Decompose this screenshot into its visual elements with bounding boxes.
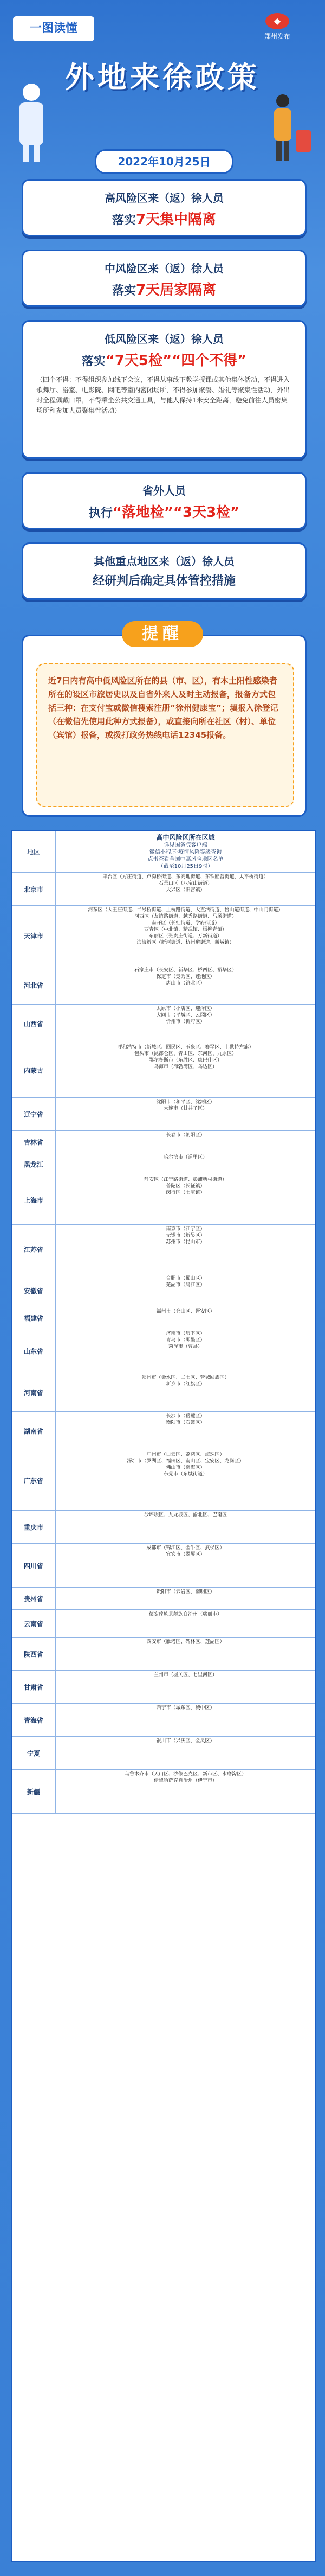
region-cell: 新疆: [12, 1770, 56, 1813]
table-row: [12, 1638, 315, 1671]
table-row: [12, 1544, 315, 1588]
areas-cell: 河东区（大王庄街道、二号桥街道、上杭路街道、大直沽街道、鲁山道街道、中山门街道） 河西区（友谊路街道、越秀路街道、马场街道） 南开区（长虹街道、学府街道） 西青区（中北镇、精武镇、杨柳青镇） 东丽区（张贵庄街道、万新街道） 滨海新区（新河街道、杭州道街道、新城镇）: [88, 907, 283, 945]
header-line: 详见国务院客户端: [164, 842, 207, 848]
card-prefix: 执行: [88, 507, 113, 520]
region-cell: 辽宁省: [12, 1098, 56, 1130]
card-line1: 中风险区来（返）徐人员: [105, 262, 224, 275]
reminder-text: 近7日内有高中低风险区所在的县（市、区），有本土阳性感染者所在的设区市旅居史以及自省外来人及时主动报备，报备方式包括三种：在支付宝或微信搜索注册“徐州健康宝”；填报入徐登记（在微信先使用此种方式报备），或直接向所在社区（村）、单位（宾馆）报备，或拨打政务热线电话12345报备。: [48, 676, 278, 740]
table-row: [12, 1671, 315, 1704]
region-cell: 河南省: [12, 1373, 56, 1411]
table-row: [12, 906, 315, 966]
table-row: [12, 1175, 315, 1225]
table-row: [12, 1005, 315, 1043]
region-cell: 上海市: [12, 1175, 56, 1224]
region-cell: 青海省: [12, 1704, 56, 1736]
card-line2: [23, 208, 305, 228]
card-prefix: 落实: [112, 284, 136, 298]
areas-cell: 西安市（雁塔区、碑林区、莲湖区）: [146, 1639, 225, 1645]
logo-icon: ◆: [265, 13, 289, 29]
areas-cell: 哈尔滨市（道里区）: [163, 1155, 207, 1160]
region-cell: 云南省: [12, 1610, 56, 1637]
table-row: [12, 1274, 315, 1307]
areas-cell: 贵阳市（云岩区、南明区）: [156, 1589, 215, 1595]
areas-cell: 兰州市（城关区、七里河区）: [153, 1672, 217, 1678]
policy-card-low: [22, 320, 307, 459]
region-cell: 山东省: [12, 1329, 56, 1373]
column-header-areas: [56, 831, 315, 872]
table-row: [12, 1098, 315, 1131]
region-cell: 福建省: [12, 1307, 56, 1329]
policy-card-out-of-province: [22, 472, 307, 529]
card-line1: 高风险区来（返）徐人员: [105, 191, 224, 204]
card-highlight: 7天集中隔离: [135, 212, 217, 228]
region-cell: 安徽省: [12, 1274, 56, 1307]
card-line1: 低风险区来（返）徐人员: [105, 333, 224, 346]
areas-cell: 德宏傣族景颇族自治州（瑞丽市）: [148, 1612, 222, 1617]
region-cell: 河北省: [12, 966, 56, 1004]
table-row: [12, 1450, 315, 1511]
areas-cell: 沙坪坝区、九龙坡区、渝北区、巴南区: [144, 1512, 227, 1518]
areas-cell: 济南市（历下区） 青岛市（即墨区） 菏泽市（曹县）: [166, 1331, 205, 1350]
policy-card-key-areas: [22, 542, 307, 600]
card-highlight: “落地检”“3天3检”: [112, 504, 240, 521]
region-cell: 内蒙古: [12, 1043, 56, 1097]
header-line: （截至10月25日9时）: [158, 864, 213, 870]
region-cell: 北京市: [12, 873, 56, 905]
card-line2: [23, 501, 305, 521]
areas-cell: 南京市（江宁区） 无锡市（新吴区） 苏州市（昆山市）: [166, 1226, 205, 1245]
logo-text: 郑州发布: [264, 33, 290, 40]
areas-cell: 太原市（小店区、迎泽区） 大同市（平城区、云冈区） 忻州市（忻府区）: [156, 1006, 215, 1025]
areas-cell: 石家庄市（长安区、新华区、桥西区、裕华区） 保定市（竞秀区、莲池区） 唐山市（路北区）: [134, 968, 237, 986]
region-cell: 陕西省: [12, 1638, 56, 1670]
card-line1: 省外人员: [142, 484, 186, 497]
reminder-title: 提醒: [122, 621, 203, 647]
policy-card-medium: [22, 250, 307, 307]
card-prefix: 落实: [112, 214, 136, 227]
region-cell: 天津市: [12, 906, 56, 966]
region-cell: 吉林省: [12, 1131, 56, 1153]
areas-cell: 沈阳市（和平区、沈河区） 大连市（甘井子区）: [156, 1100, 215, 1111]
page-title: 外地来徐政策: [65, 60, 260, 94]
table-row: [12, 1373, 315, 1412]
region-cell: 贵州省: [12, 1588, 56, 1609]
table-row: [12, 1511, 315, 1544]
reminder-box: [36, 663, 294, 807]
risk-area-table: [11, 830, 316, 2562]
region-cell: 湖南省: [12, 1412, 56, 1450]
areas-cell: 丰台区（方庄街道、卢沟桥街道、东高地街道、东铁匠营街道、太平桥街道） 石景山区（八宝山街道） 大兴区（旧宫镇）: [102, 874, 269, 893]
table-row: [12, 1737, 315, 1770]
table-row: [12, 1043, 315, 1098]
table-row: [12, 1770, 315, 1814]
header: [0, 0, 325, 168]
reminder-panel: [22, 635, 307, 817]
table-row: [12, 1588, 315, 1610]
header-line: 微信小程序·疫情风险等级查询: [149, 849, 222, 855]
areas-cell: 乌鲁木齐市（天山区、沙依巴克区、新市区、水磨沟区） 伊犁哈萨克自治州（伊宁市）: [124, 1772, 246, 1784]
region-cell: 重庆市: [12, 1511, 56, 1543]
table-row: [12, 873, 315, 906]
table-row: [12, 966, 315, 1005]
table-row: [12, 1329, 315, 1373]
areas-cell: 静安区（江宁路街道、彭浦新村街道） 普陀区（长征镇） 闵行区（七宝镇）: [144, 1177, 227, 1196]
areas-cell: 西宁市（城东区、城中区）: [156, 1705, 215, 1711]
areas-cell: 合肥市（蜀山区） 芜湖市（鸠江区）: [166, 1276, 205, 1288]
doctor-illustration-icon: [10, 81, 53, 163]
region-cell: 宁夏: [12, 1737, 56, 1769]
card-line2: [23, 349, 305, 369]
header-line: 点击查看全国中高风险地区名单: [147, 856, 224, 862]
table-row: [12, 1307, 315, 1329]
card-highlight: 7天居家隔离: [135, 282, 217, 298]
card-note: （四个不得：不得组织参加线下会议，不得从事线下教学授课或其他集体活动，不得进入歌舞厅、浴室、电影院、网吧等室内密闭场所，不得参加聚餐、婚礼等聚集性活动，外出时全程佩戴口罩，不得乘坐公共交通工具，与他人保持1米安全距离，避免前往人员密集场所和参加人员聚集性活动）: [36, 376, 290, 414]
areas-cell: 长沙市（岳麓区） 衡阳市（石鼓区）: [166, 1414, 205, 1426]
date-label: 2022年10月25日: [95, 149, 233, 174]
areas-cell: 呼和浩特市（新城区、回民区、玉泉区、赛罕区、土默特左旗） 包头市（昆都仑区、青山区、东河区、九原区） 鄂尔多斯市（东胜区、康巴什区） 乌海市（海勃湾区、乌达区）: [117, 1045, 254, 1070]
table-row: [12, 1412, 315, 1450]
badge: 一图读懂: [13, 16, 94, 41]
card-line2: [23, 279, 305, 299]
card-highlight: “7天5检”“四个不得”: [105, 353, 247, 369]
table-header: [12, 831, 315, 873]
table-row: [12, 1704, 315, 1737]
region-cell: 四川省: [12, 1544, 56, 1587]
table-row: [12, 1610, 315, 1638]
areas-cell: 郑州市（金水区、二七区、管城回族区） 新乡市（红旗区）: [141, 1375, 230, 1387]
areas-cell: 长春市（朝阳区）: [166, 1133, 205, 1138]
header-title: 高中风险区所在区域: [156, 834, 215, 841]
table-row: [12, 1225, 315, 1274]
policy-card-high: [22, 179, 307, 236]
region-cell: 黑龙江: [12, 1153, 56, 1175]
areas-cell: 广州市（白云区、荔湾区、海珠区） 深圳市（罗湖区、福田区、南山区、宝安区、龙岗区） 佛山市（南海区） 东莞市（东城街道）: [127, 1452, 244, 1477]
traveler-illustration-icon: [258, 92, 317, 163]
table-row: [12, 1153, 315, 1175]
region-cell: 广东省: [12, 1450, 56, 1510]
logo: [245, 13, 310, 46]
region-cell: 江苏省: [12, 1225, 56, 1274]
table-row: [12, 1131, 315, 1153]
areas-cell: 福州市（仓山区、晋安区）: [156, 1309, 215, 1314]
areas-cell: 成都市（锦江区、金牛区、武侯区） 宜宾市（翠屏区）: [146, 1545, 225, 1557]
areas-cell: 银川市（兴庆区、金凤区）: [156, 1738, 215, 1744]
region-cell: 甘肃省: [12, 1671, 56, 1703]
card-prefix: 落实: [81, 355, 106, 368]
table-body: [12, 873, 315, 1814]
region-cell: 山西省: [12, 1005, 56, 1043]
column-header-region: 地区: [12, 831, 56, 872]
card-line2: 经研判后确定具体管控措施: [92, 574, 236, 588]
card-line1: 其他重点地区来（返）徐人员: [94, 555, 235, 568]
